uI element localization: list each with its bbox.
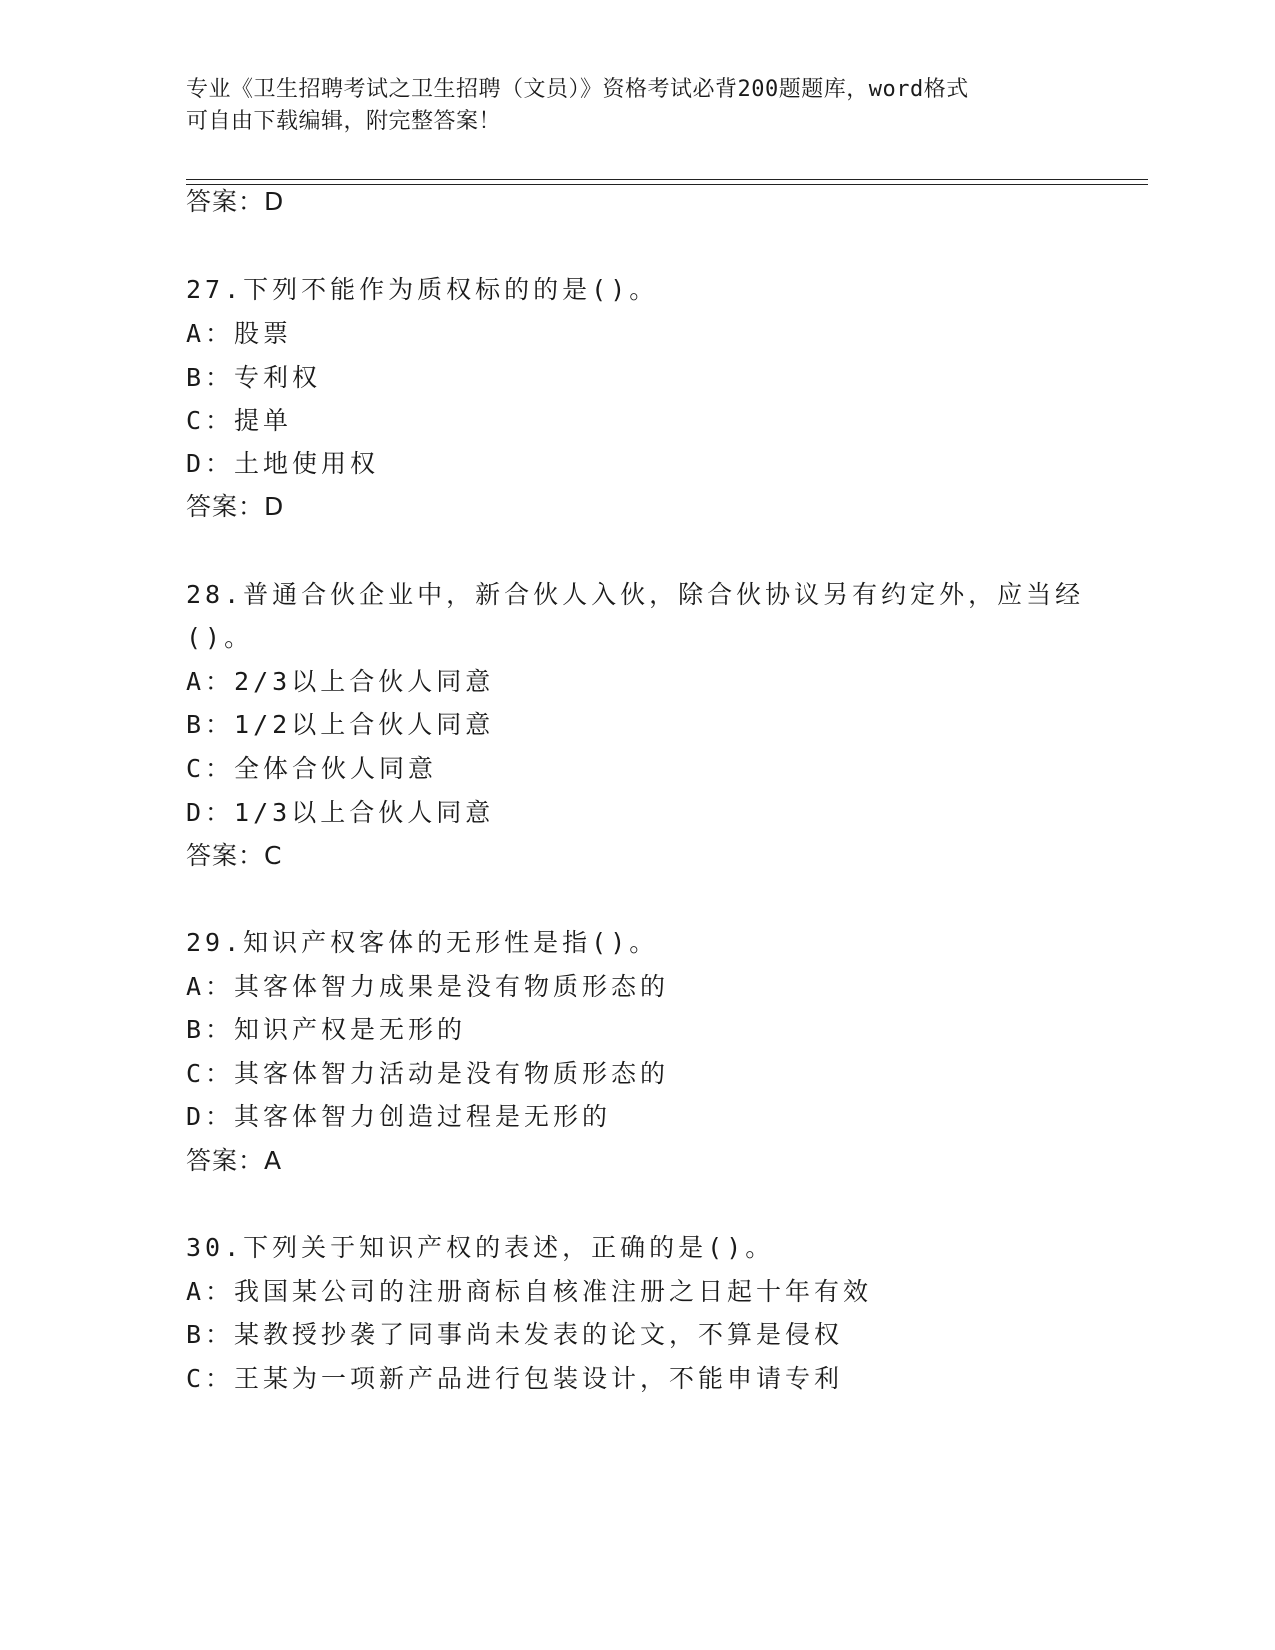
question-27-stem: 27.下列不能作为质权标的的是()。 (186, 275, 659, 304)
header-line-1: 专业《卫生招聘考试之卫生招聘（文员）》资格考试必背200题题库，word格式 (186, 77, 969, 102)
question-27-option-d: D：土地使用权 (186, 449, 380, 478)
question-28-option-b: B：1/2以上合伙人同意 (186, 710, 495, 739)
question-30-stem: 30.下列关于知识产权的表述，正确的是()。 (186, 1233, 775, 1262)
question-28-option-c: C：全体合伙人同意 (186, 754, 438, 783)
question-30-option-c: C：王某为一项新产品进行包装设计，不能申请专利 (186, 1364, 844, 1393)
question-29-answer: 答案：A (186, 1146, 283, 1175)
question-30-option-b: B：某教授抄袭了同事尚未发表的论文，不算是侵权 (186, 1320, 844, 1349)
question-27-answer: 答案：D (186, 492, 285, 521)
question-28-option-a: A：2/3以上合伙人同意 (186, 667, 495, 696)
question-29-option-a: A：其客体智力成果是没有物质形态的 (186, 972, 670, 1001)
header-rule-top (186, 179, 1148, 180)
question-27-option-b: B：专利权 (186, 363, 322, 392)
question-28-option-d: D：1/3以上合伙人同意 (186, 798, 495, 827)
question-29-option-c: C：其客体智力活动是没有物质形态的 (186, 1059, 670, 1088)
question-28-answer: 答案：C (186, 841, 283, 870)
document-header (186, 74, 1086, 138)
question-28-stem-cont: ()。 (186, 623, 254, 652)
question-29-option-b: B：知识产权是无形的 (186, 1015, 467, 1044)
question-27-option-c: C：提单 (186, 406, 293, 435)
question-29-stem: 29.知识产权客体的无形性是指()。 (186, 928, 659, 957)
answer-line: 答案：D (186, 187, 285, 216)
question-27-option-a: A：股票 (186, 319, 293, 348)
question-29-option-d: D：其客体智力创造过程是无形的 (186, 1102, 612, 1131)
question-30-option-a: A：我国某公司的注册商标自核准注册之日起十年有效 (186, 1277, 873, 1306)
question-28-stem: 28.普通合伙企业中，新合伙人入伙，除合伙协议另有约定外，应当经 (186, 580, 1085, 609)
header-line-2: 可自由下载编辑，附完整答案！ (186, 109, 502, 134)
header-rule-bottom (186, 184, 1148, 185)
